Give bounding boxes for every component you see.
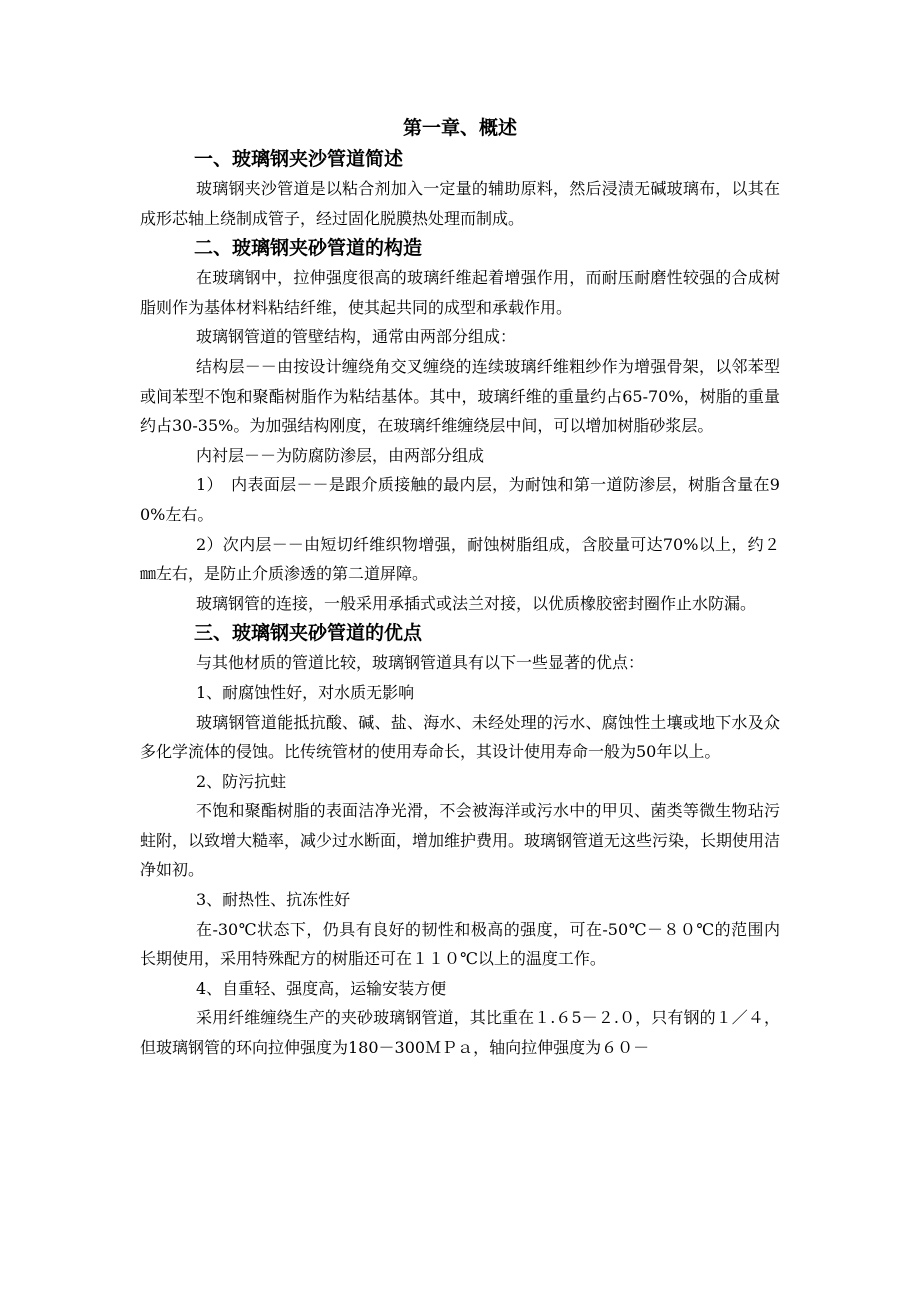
paragraph: 不饱和聚酯树脂的表面洁净光滑，不会被海洋或污水中的甲贝、菌类等微生物玷污蛀附，以致增大糙率，减少过水断面，增加维护费用。玻璃钢管道无这些污染，长期使用洁净如初。 (140, 801, 781, 880)
section-heading-overview: 一、玻璃钢夹沙管道简述 (194, 148, 404, 170)
paragraph: 玻璃钢管道的管壁结构，通常由两部分组成： (196, 327, 517, 347)
list-item-heading: 3、耐热性、抗冻性好 (196, 890, 351, 910)
section-heading-advantages: 三、玻璃钢夹砂管道的优点 (194, 622, 423, 645)
list-item-heading: 2、防污抗蛀 (196, 771, 287, 791)
paragraph: 结构层－－由按设计缠绕角交叉缠绕的连续玻璃纤维粗纱作为增强骨架，以邻苯型或间苯型不饱和聚酯树脂作为粘结基体。其中，玻璃纤维的重量约占65-70%，树脂的重量约占30-35%。为加强结构刚度，在玻璃纤维缠绕层中间，可以增加树脂砂浆层。 (140, 356, 780, 436)
paragraph: 在-30℃状态下，仍具有良好的韧性和极高的强度，可在-50℃－８０℃的范围内长期使用，采用特殊配方的树脂还可在１１０℃以上的温度工作。 (140, 919, 780, 969)
list-item-heading: 1、耐腐蚀性好，对水质无影响 (196, 682, 415, 702)
paragraph: 玻璃钢管道能抵抗酸、碱、盐、海水、未经处理的污水、腐蚀性土壤或地下水及众多化学流体的侵蚀。比传统管材的使用寿命长，其设计使用寿命一般为50年以上。 (140, 712, 780, 762)
chapter-title: 第一章、概述 (402, 117, 517, 139)
paragraph: 采用纤维缠绕生产的夹砂玻璃钢管道，其比重在１.６5－２.０，只有钢的１／４，但玻璃钢管的环向拉伸强度为180－300ＭＰａ，轴向拉伸强度为６０－ (140, 1008, 780, 1058)
document-body (140, 112, 780, 1063)
paragraph: 内衬层－－为防腐防渗层，由两部分组成 (196, 445, 485, 465)
paragraph: 玻璃钢管的连接，一般采用承插式或法兰对接，以优质橡胶密封圈作止水防漏。 (196, 593, 757, 613)
paragraph: 2）次内层－－由短切纤维织物增强，耐蚀树脂组成，含胶量可达70%以上，约２㎜左右，是防止介质渗透的第二道屏障。 (140, 534, 780, 584)
paragraph: 1） 内表面层－－是跟介质接触的最内层，为耐蚀和第一道防渗层，树脂含量在90%左右。 (140, 475, 780, 524)
paragraph: 与其他材质的管道比较，玻璃钢管道具有以下一些显著的优点： (196, 653, 645, 673)
section-heading-structure: 二、玻璃钢夹砂管道的构造 (194, 237, 423, 260)
paragraph: 玻璃钢夹沙管道是以粘合剂加入一定量的辅助原料，然后浸渍无碱玻璃布，以其在成形芯轴上绕制成管子，经过固化脱膜热处理而制成。 (140, 179, 780, 228)
list-item-heading: 4、自重轻、强度高，运输安装方便 (196, 978, 447, 998)
paragraph: 在玻璃钢中，拉伸强度很高的玻璃纤维起着增强作用，而耐压耐磨性较强的合成树脂则作为基体材料粘结纤维，使其起共同的成型和承载作用。 (140, 268, 780, 317)
